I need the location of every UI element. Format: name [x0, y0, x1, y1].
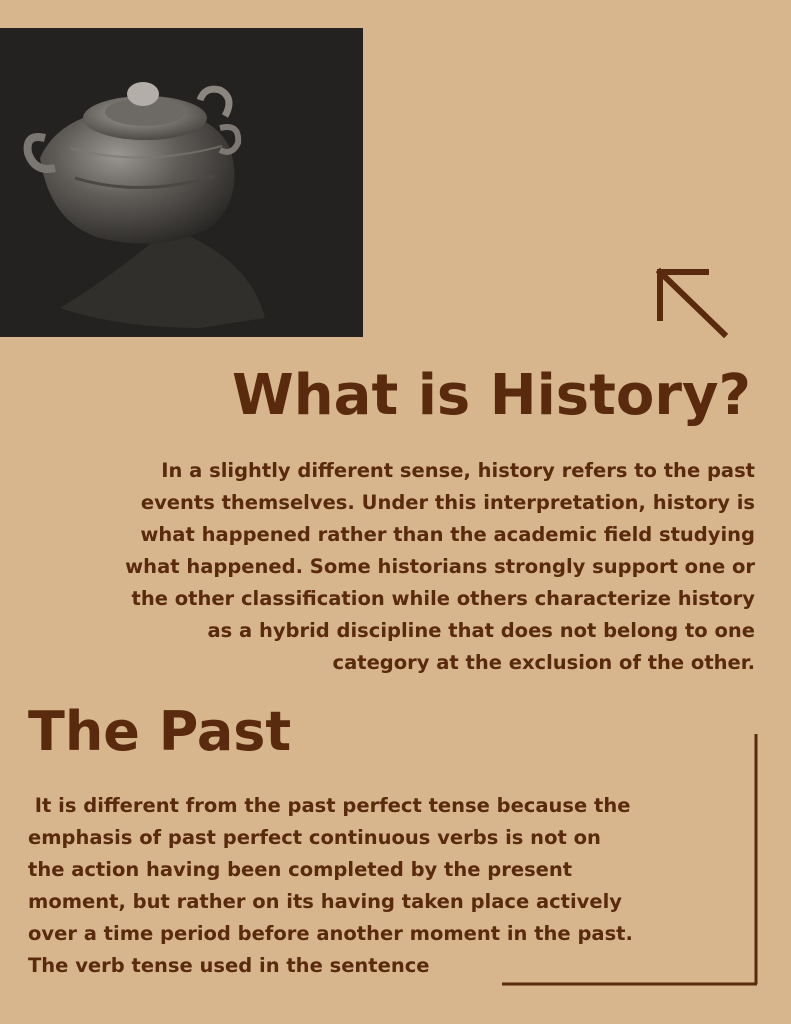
- paragraph-line: emphasis of past perfect continuous verbs is not on: [28, 826, 601, 849]
- paragraph-line: the other classification while others characterize history: [131, 587, 755, 610]
- paragraph-line: The verb tense used in the sentence: [28, 954, 430, 977]
- paragraph-line: moment, but rather on its having taken place actively: [28, 890, 623, 913]
- paragraph-line: over a time period before another moment in the past.: [28, 922, 633, 945]
- history-paragraph: [95, 455, 755, 679]
- arrow-up-left-icon: [650, 262, 732, 344]
- bronze-pot-photo: [0, 28, 363, 337]
- paragraph-line: the action having been completed by the present: [28, 858, 573, 881]
- corner-bracket-decoration: [502, 734, 758, 986]
- paragraph-line: category at the exclusion of the other.: [332, 651, 755, 674]
- paragraph-line: what happened. Some historians strongly support one or: [125, 555, 755, 578]
- past-heading: The Past: [28, 700, 292, 763]
- paragraph-line: In a slightly different sense, history refers to the past: [161, 459, 755, 482]
- paragraph-line: It is different from the past perfect tense because the: [28, 794, 631, 817]
- history-heading: What is History?: [232, 363, 751, 428]
- paragraph-line: as a hybrid discipline that does not belong to one: [207, 619, 755, 642]
- paragraph-line: events themselves. Under this interpretation, history is: [140, 491, 755, 514]
- paragraph-line: what happened rather than the academic field studying: [140, 523, 755, 546]
